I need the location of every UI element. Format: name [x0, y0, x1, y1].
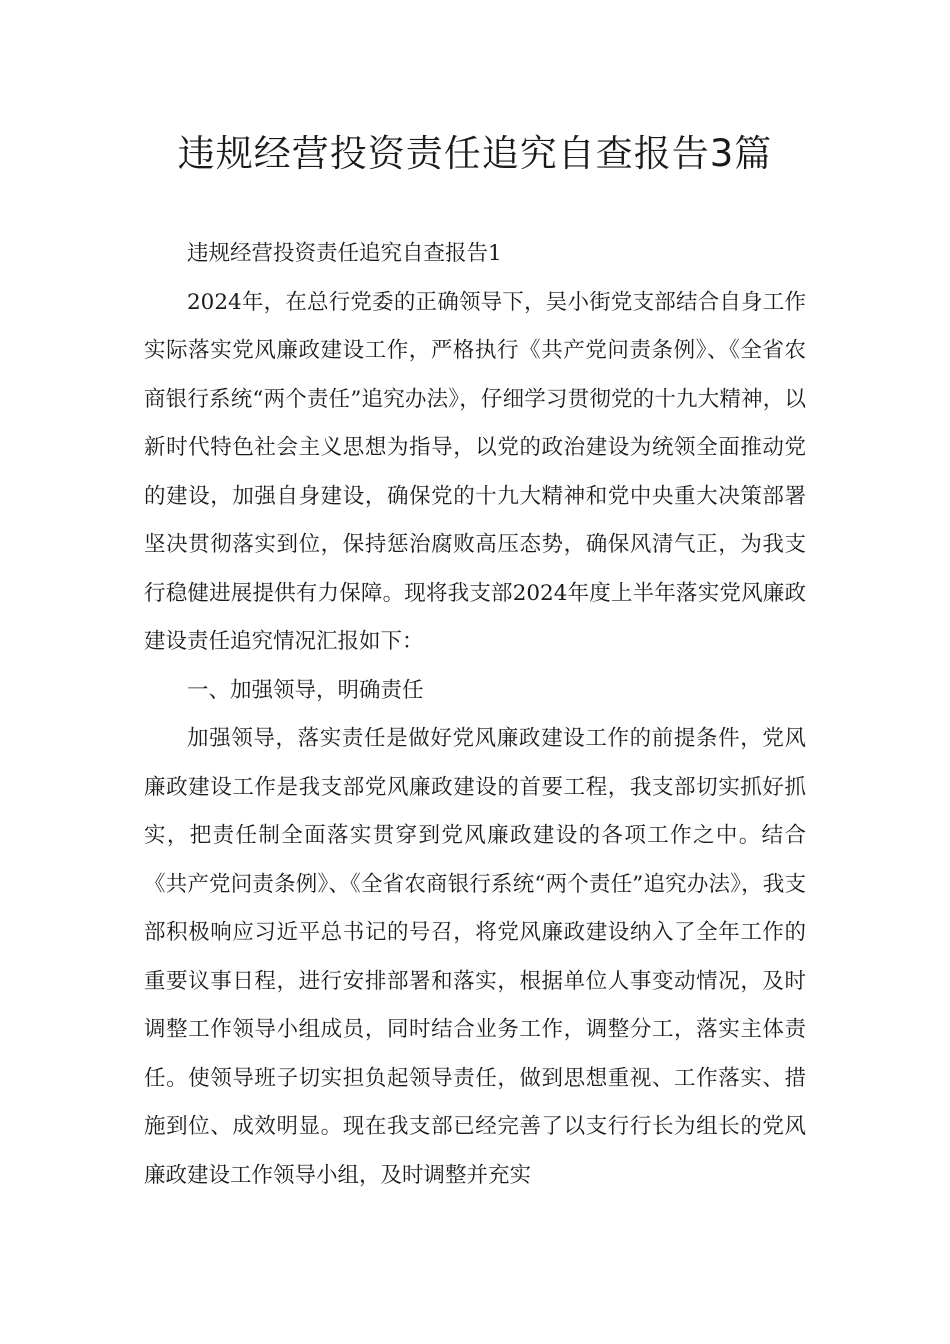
paragraph-section-1: 加强领导，落实责任是做好党风廉政建设工作的前提条件，党风廉政建设工作是我支部党风廉政建设的首要工程，我支部切实抓好抓实，把责任制全面落实贯穿到党风廉政建设的各项工作之中。结合《共产党问责条例》、《全省农商银行系统“两个责任”追究办法》，我支部积极响应习近平总书记的号召，将党风廉政建设纳入了全年工作的重要议事日程，进行安排部署和落实，根据单位人事变动情况，及时调整工作领导小组成员，同时结合业务工作，调整分工，落实主体责任。使领导班子切实担负起领导责任，做到思想重视、工作落实、措施到位、成效明显。现在我支部已经完善了以支行行长为组长的党风廉政建设工作领导小组，及时调整并充实 — [144, 726, 806, 1188]
section-heading-1: 一、加强领导，明确责任 — [187, 677, 424, 703]
document-title: 违规经营投资责任追究自查报告3篇 — [177, 132, 773, 175]
document-body — [144, 230, 806, 1200]
paragraph-intro: 2024年，在总行党委的正确领导下，吴小街党支部结合自身工作实际落实党风廉政建设工作，严格执行《共产党问责条例》、《全省农商银行系统“两个责任”追究办法》，仔细学习贯彻党的十九大精神，以新时代特色社会主义思想为指导，以党的政治建设为统领全面推动党的建设，加强自身建设，确保党的十九大精神和党中央重大决策部署坚决贯彻落实到位，保持惩治腐败高压态势，确保风清气正，为我支行稳健进展提供有力保障。现将我支部2024年度上半年落实党风廉政建设责任追究情况汇报如下： — [144, 289, 806, 654]
section-subtitle: 违规经营投资责任追究自查报告1 — [187, 241, 502, 266]
